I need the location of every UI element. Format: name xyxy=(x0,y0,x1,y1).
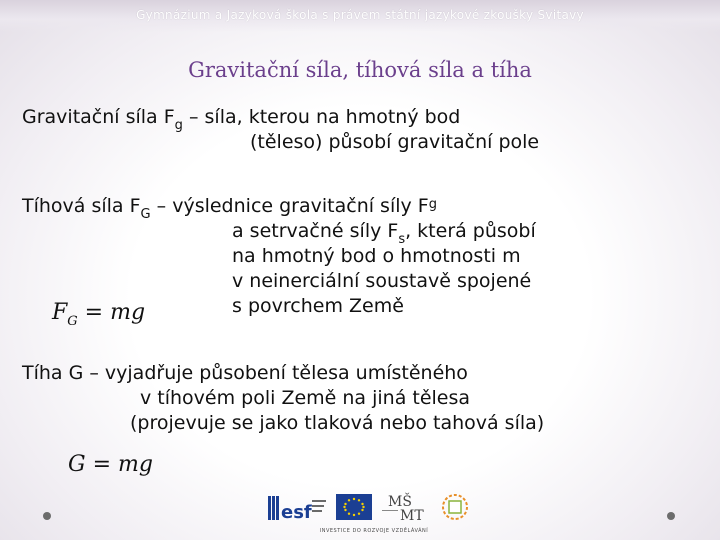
sponsor-logos xyxy=(268,490,480,538)
weight-formula: G = mg xyxy=(68,452,153,477)
gravitational-force-line2: (těleso) působí gravitační pole xyxy=(250,131,540,153)
right-bullet-dot xyxy=(667,512,675,520)
weight-force-line2-b: , která působí xyxy=(405,220,536,242)
eu-flag-logo xyxy=(336,494,372,520)
gravitational-force-definition xyxy=(22,106,460,131)
weight-force-subscript: G xyxy=(140,207,151,222)
msmt-logo xyxy=(380,490,432,524)
header-bar xyxy=(0,0,720,32)
svg-text:MT: MT xyxy=(400,508,424,524)
weight-force-definition xyxy=(22,195,437,220)
formula-lhs: F xyxy=(52,300,68,325)
formula-subscript: G xyxy=(67,314,78,329)
weight-force-line2-a: a setrvačné síly F xyxy=(232,220,399,242)
weight-force-line3: na hmotný bod o hmotnosti m xyxy=(232,245,521,267)
school-name: Gymnázium a Jazyková škola s právem státní jazykové zkoušky Svitavy xyxy=(136,8,584,22)
esf-logo xyxy=(268,494,328,524)
gravitational-force-line1: – síla, kterou na hmotný bod xyxy=(182,106,461,128)
gravitational-force-term: Gravitační síla F xyxy=(22,106,175,128)
logos-caption: INVESTICE DO ROZVOJE VZDĚLÁVÁNÍ xyxy=(319,528,429,534)
weight-force-line1-subscript: g xyxy=(428,197,437,212)
op-vk-logo xyxy=(440,492,470,522)
gravitational-force-subscript: g xyxy=(174,118,183,133)
weight-force-line5: s povrchem Země xyxy=(232,295,404,317)
weight-force-formula xyxy=(52,300,146,329)
svg-text:MŠ: MŠ xyxy=(388,494,412,510)
weight-force-line4: v neinerciální soustavě spojené xyxy=(232,270,532,292)
weight-force-line2 xyxy=(232,220,536,245)
weight-line1: Tíha G – vyjadřuje působení tělesa umístěného xyxy=(22,362,468,384)
left-bullet-dot xyxy=(43,512,51,520)
svg-text:esf: esf xyxy=(281,502,312,523)
slide-title: Gravitační síla, tíhová síla a tíha xyxy=(188,58,532,82)
weight-force-term: Tíhová síla F xyxy=(22,195,141,217)
weight-line3: (projevuje se jako tlaková nebo tahová síla) xyxy=(130,412,545,434)
weight-force-line2-subscript: s xyxy=(398,232,406,247)
weight-force-line1: – výslednice gravitační síly F xyxy=(150,195,429,217)
weight-line2: v tíhovém poli Země na jiná tělesa xyxy=(140,387,471,409)
formula-rhs: = mg xyxy=(77,300,146,325)
